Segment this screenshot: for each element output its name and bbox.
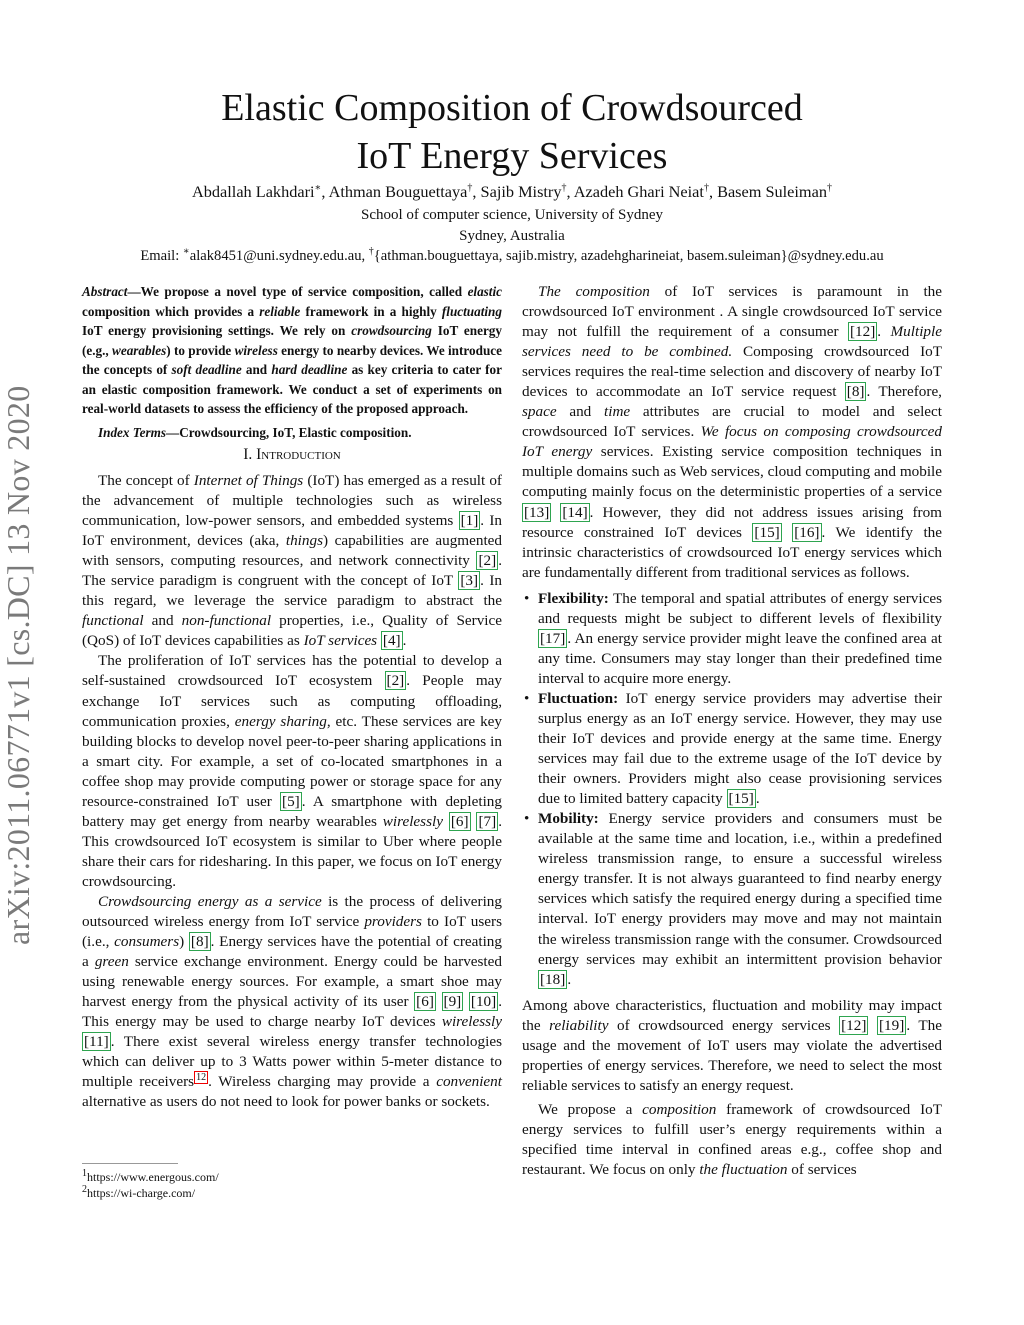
text-run: . In IoT environment, devices (aka, <box>82 512 502 550</box>
author-name: Azadeh Ghari Neiat <box>573 182 704 201</box>
paper-title <box>0 84 1024 180</box>
citation-link[interactable]: [2] <box>478 552 497 570</box>
text-run: ) <box>179 933 189 951</box>
email-address-1[interactable]: alak8451@uni.sydney.edu.au, <box>189 248 366 264</box>
citation-link[interactable]: [17] <box>540 629 566 647</box>
text-run: Among above characteristics, fluctuation and mobility may impact the <box>522 996 942 1034</box>
text-run: The temporal and spatial attributes of energy services and requests might be subject to different levels of flexibility <box>538 589 942 627</box>
footnote-link[interactable]: 12 <box>196 1072 207 1084</box>
abstract-label: Abstract <box>82 284 128 299</box>
bullet-label: Fluctuation: <box>538 689 619 707</box>
text-run: . The service paradigm is congruent with the concept of IoT <box>82 552 502 590</box>
text-run: is the process of delivering outsourced wireless energy from IoT service <box>82 892 502 931</box>
text-run: . We identify the intrinsic characteristics of crowdsourced IoT energy services which are fundamentally different from traditional services as follows. <box>522 523 943 581</box>
right-paragraph-3 <box>522 1100 942 1180</box>
abstract-text: We propose a novel type of service composition, called <box>140 284 468 299</box>
author-mark: † <box>826 182 832 194</box>
text-run: . The usage and the movement of IoT users may violate the advertised properties of energy services. Therefore, we need to select the most reliable services to satisfy an energy request. <box>522 1016 943 1094</box>
list-item <box>524 809 942 989</box>
footnote-mark: 1 <box>82 1168 87 1179</box>
text-run: and <box>143 612 182 630</box>
author-name: Sajib Mistry <box>480 182 562 201</box>
text-run: . An energy service provider might leave the confined area at any time. Consumers may stay longer than their predefined time interval to acquire more energy. <box>538 629 942 687</box>
citation-link[interactable]: [5] <box>282 792 300 810</box>
abstract-emph: reliable <box>259 303 301 319</box>
citation-link[interactable]: [12] <box>849 323 876 341</box>
emph-run: consumers <box>114 933 180 951</box>
text-run: services. Existing service composition techniques in multiple domains such as Web services, cloud computing and mobile computing mainly focus on the deterministic properties of a service <box>522 443 942 501</box>
text-run: . This energy may be used to charge nearby IoT devices <box>82 993 502 1031</box>
text-run: . This crowdsourced IoT ecosystem is similar to Uber where people share their cars for ridesharing. In this paper, we focus on IoT energy crowdsourcing. <box>82 812 502 890</box>
author-mark: † <box>703 182 709 194</box>
text-run: . In this regard, we leverage the service paradigm to abstract the <box>82 572 502 610</box>
text-run: framework of crowdsourced IoT energy services to fulfill user’s energy requirements within a specified time interval in confined areas e.g., coffee shop and restaurant. We focus on only <box>522 1100 943 1179</box>
emph-run: green <box>94 953 129 971</box>
abstract-emph: elastic <box>467 284 502 299</box>
citation-link[interactable]: [2] <box>386 672 405 690</box>
emph-run: We focus on composing crowdsourced IoT energy <box>522 423 942 461</box>
abstract-dash: — <box>127 284 141 299</box>
author-name: Abdallah Lakhdari <box>192 182 315 201</box>
text-run: (IoT) has emerged as a result of the advancement of multiple technologies such as wireless communication, low-power sensors, and embedded systems <box>82 472 502 530</box>
arxiv-identifier[interactable]: arXiv:2011.06771v1 [cs.DC] 13 Nov 2020 <box>0 385 36 945</box>
emph-run: the fluctuation <box>699 1161 788 1179</box>
footnote-item <box>82 1185 502 1201</box>
email-address-2[interactable]: {athman.bouguettaya, sajib.mistry, azadehgharineiat, basem.suleiman}@sydney.edu.au <box>373 248 884 264</box>
emph-run: Multiple services need to be combined. <box>522 323 942 361</box>
title-line-2: IoT Energy Services <box>356 135 668 177</box>
abstract-text: composition which provides a <box>82 303 260 319</box>
author-name: Athman Bouguettaya <box>328 182 468 201</box>
emph-run: wirelessly <box>441 1013 502 1031</box>
text-run: . <box>402 632 407 650</box>
text-run: to IoT users (i.e., <box>82 913 502 951</box>
citation-link[interactable]: [13] <box>524 503 550 521</box>
abstract-emph: fluctuating <box>441 303 502 319</box>
affiliation-line-2: Sydney, Australia <box>459 228 565 244</box>
list-item <box>524 589 942 689</box>
bullet-icon: • <box>524 810 530 828</box>
text-run <box>436 993 442 1010</box>
text-run <box>868 1017 877 1034</box>
text-run: attributes are crucial to model and select crowdsourced IoT services. <box>522 403 942 441</box>
index-terms-text: Crowdsourcing, IoT, Elastic composition. <box>179 424 412 440</box>
text-run: We propose a <box>538 1100 643 1118</box>
text-run: . <box>877 323 891 341</box>
emph-run: convenient <box>436 1073 502 1091</box>
bullet-icon: • <box>524 689 530 707</box>
text-run: of services <box>787 1161 857 1179</box>
emph-run: Crowdsourcing energy as a service <box>98 892 322 910</box>
right-paragraph-1 <box>522 282 942 583</box>
text-run <box>443 813 449 830</box>
citation-link[interactable]: [9] <box>443 993 462 1011</box>
emph-run: functional <box>82 612 144 630</box>
citation-link[interactable]: [15] <box>754 523 780 541</box>
citation-link[interactable]: [19] <box>879 1016 905 1034</box>
emph-run: things <box>285 532 323 550</box>
footnote-rule <box>82 1163 178 1164</box>
emph-run: providers <box>364 913 422 931</box>
abstract-emph: crowdsourcing <box>351 323 432 338</box>
text-run: Composing crowdsourced IoT services requires the real-time selection and discovery of nearby IoT devices to accommodate an IoT service request <box>522 343 942 401</box>
text-run <box>551 504 560 521</box>
text-run: . Wireless charging may provide a <box>208 1073 437 1091</box>
index-terms-label: Index Terms <box>98 424 167 440</box>
citation-link[interactable]: [18] <box>540 970 566 988</box>
bullet-icon: • <box>524 589 530 607</box>
citation-link[interactable]: [7] <box>478 812 497 830</box>
bullet-label: Flexibility: <box>538 589 609 607</box>
emph-run: IoT services <box>303 632 378 650</box>
emph-run: reliability <box>549 1016 609 1034</box>
citation-link[interactable]: [1] <box>460 512 479 530</box>
abstract <box>82 282 502 419</box>
intro-paragraph-2 <box>82 651 502 892</box>
text-run: . <box>755 790 760 808</box>
citation-link[interactable]: [6] <box>450 812 469 830</box>
abstract-text: and <box>241 362 272 377</box>
right-column <box>522 282 942 1180</box>
left-column <box>82 282 502 1113</box>
footnote-mark: 2 <box>82 1184 87 1195</box>
text-run: of crowdsourced energy services <box>608 1016 840 1034</box>
emph-run: energy sharing <box>234 712 327 730</box>
list-item <box>524 689 942 809</box>
citation-link[interactable]: [16] <box>794 523 820 541</box>
text-run: . There exist several wireless energy transfer technologies which can deliver up to 3 Watts power within 5-meter distance to multiple receivers <box>82 1033 502 1091</box>
text-run: . <box>567 970 572 988</box>
bullet-label: Mobility: <box>538 810 599 828</box>
text-run: The proliferation of IoT services has the potential to develop a self-sustained crowdsourced IoT ecosystem <box>82 652 502 690</box>
citation-link[interactable]: [12] <box>841 1016 867 1034</box>
text-run: alternative as users do not need to look for power banks or sockets. <box>82 1093 490 1111</box>
email-label: Email: <box>140 248 180 264</box>
text-run <box>782 524 792 541</box>
abstract-text: IoT energy provisioning settings. We rely on <box>82 323 352 338</box>
section-heading: I. Introduction <box>243 446 341 463</box>
abstract-emph: soft deadline <box>171 362 242 377</box>
text-run: The concept of <box>98 472 194 489</box>
affiliation-line-1: School of computer science, University of Sydney <box>360 207 663 223</box>
abstract-emph: hard deadline <box>271 362 348 377</box>
author-name: Basem Suleiman <box>717 182 827 201</box>
abstract-text: energy to nearby devices. We introduce the concepts of <box>82 342 502 377</box>
text-run: . People may exchange IoT services such as computing offloading, communication proxies, <box>82 672 502 730</box>
author-mark: ∗ <box>314 182 322 194</box>
citation-link[interactable]: [11] <box>84 1033 109 1051</box>
abstract-emph: wireless <box>234 342 278 358</box>
citation-link[interactable]: [6] <box>416 993 434 1011</box>
abstract-text: framework in a highly <box>300 303 442 319</box>
citation-link[interactable]: [3] <box>460 572 479 590</box>
abstract-text: ) to provide <box>166 342 235 358</box>
text-run: properties, i.e., Quality of Service (QoS) of IoT devices capabilities as <box>82 612 502 650</box>
text-run: . Energy services have the potential of creating a <box>82 933 502 971</box>
text-run: . Therefore, <box>866 383 942 401</box>
abstract-text: as key criteria to cater for an elastic composition framework. We conduct a set of experiments on real-world datasets to assess the efficiency of the proposed approach. <box>82 362 502 416</box>
characteristics-list <box>522 589 942 990</box>
intro-paragraph-3 <box>82 892 502 1113</box>
citation-link[interactable]: [10] <box>470 993 497 1011</box>
emph-run: non-functional <box>181 612 272 630</box>
author-mark: † <box>561 182 567 194</box>
footnotes <box>82 1169 502 1201</box>
index-terms <box>82 423 502 443</box>
author-mark: † <box>467 182 473 194</box>
text-run: , etc. These services are key building blocks to develop novel peer-to-peer sharing applications in a smart city. For example, a set of co-located smartphones in a coffee shop may provide computing power or storage space for any resource-constrained IoT user <box>82 712 502 810</box>
emph-run: space <box>522 403 557 421</box>
footnote-item <box>82 1169 502 1185</box>
right-paragraph-2 <box>522 996 942 1096</box>
email-line <box>0 246 1024 266</box>
citation-link[interactable]: [8] <box>846 383 865 401</box>
emph-run: time <box>604 403 631 421</box>
emph-run: Internet of Things <box>193 472 304 489</box>
emph-run: wirelessly <box>382 812 443 830</box>
email-mark-2: † <box>368 246 374 258</box>
text-run: ) capabilities are augmented with sensors, computing resources, and network connectivity <box>82 532 502 570</box>
footnote-url[interactable]: https://wi-charge.com/ <box>87 1186 196 1200</box>
text-run: . A smartphone with depleting battery may get energy from nearby wearables <box>82 792 502 830</box>
text-run: service exchange environment. Energy could be harvested using renewable energy sources. For example, a smart shoe may harvest energy from the physical activity of its user <box>82 953 502 1011</box>
emph-run: composition <box>642 1100 717 1118</box>
text-run: Energy service providers and consumers must be available at the same time and location, i.e., within a predefined wireless transmission range, to ensure a successful wireless energy transfer. It is not always guaranteed to find nearby energy services which satisfy the required energy during a specified time interval. IoT energy providers may move and may not maintain the wireless transmission range with the consumer. Crowdsourced energy services may exhibit an intermittent provision behavior <box>538 810 942 968</box>
text-run: . However, they did not address issues arising from resource constrained IoT devices <box>522 503 942 541</box>
footnote-url[interactable]: https://www.energous.com/ <box>87 1170 219 1184</box>
abstract-emph: wearables <box>112 342 167 358</box>
citation-link[interactable]: [8] <box>190 933 209 951</box>
abstract-text: IoT energy (e.g., <box>82 323 502 358</box>
title-line-1: Elastic Composition of Crowdsourced <box>221 87 803 129</box>
text-run: of IoT services is paramount in the crowdsourced IoT environment . A single crowdsourced IoT service may not fulfill the requirement of a consumer <box>522 283 943 341</box>
index-terms-dash: — <box>166 424 180 440</box>
intro-paragraph-1 <box>82 471 502 651</box>
emph-run: The composition <box>538 283 650 300</box>
citation-link[interactable]: [14] <box>562 503 588 521</box>
text-run: and <box>556 403 605 421</box>
citation-link[interactable]: [4] <box>382 632 401 650</box>
text-run: IoT energy service providers may advertise their surplus energy as an IoT energy service. However, they may use their IoT devices and provide energy at the same time. Energy services may fail due to the extreme usage of the IoT device by their owners. Providers might also cease provisioning services due to limited battery capacity <box>538 689 942 808</box>
citation-link[interactable]: [15] <box>728 790 754 808</box>
author-list: Abdallah Lakhdari∗, Athman Bouguettaya†, Sajib Mistry†, Azadeh Ghari Neiat†, Basem Suleiman† <box>192 182 832 201</box>
email-mark-1: ∗ <box>182 246 190 258</box>
